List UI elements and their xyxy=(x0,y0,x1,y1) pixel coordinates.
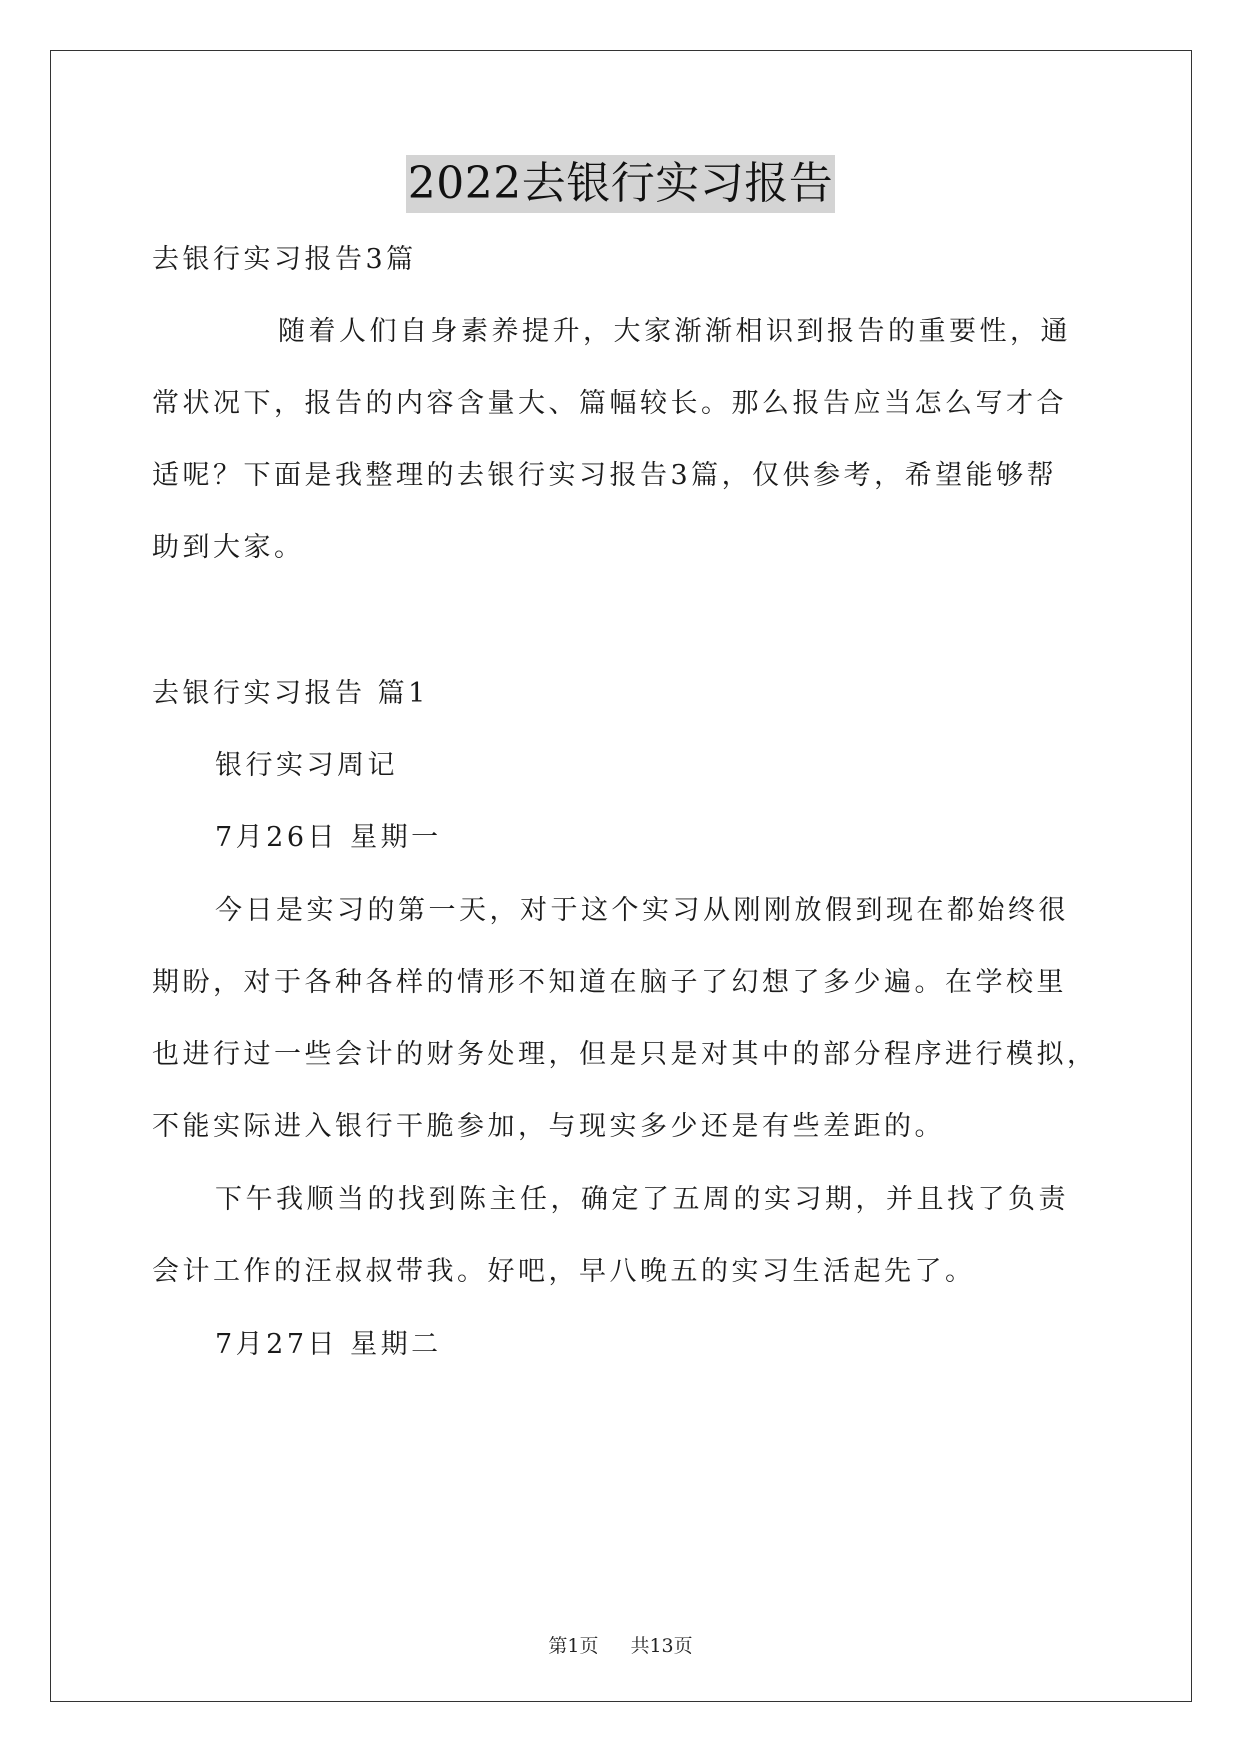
paragraph-line: 也进行过一些会计的财务处理，但是只是对其中的部分程序进行模拟， xyxy=(152,1039,1098,1070)
paragraph-line: 会计工作的汪叔叔带我。好吧，早八晚五的实习生活起先了。 xyxy=(152,1256,976,1287)
paragraph-line: 期盼，对于各种各样的情形不知道在脑子了幻想了多少遍。在学校里 xyxy=(152,967,1067,998)
paragraph-line: 今日是实习的第一天，对于这个实习从刚刚放假到现在都始终很 xyxy=(215,895,1069,926)
intro-line: 适呢？下面是我整理的去银行实习报告3篇，仅供参考，希望能够帮 xyxy=(152,460,1058,491)
section-heading: 去银行实习报告 篇1 xyxy=(152,678,429,709)
intro-line: 随着人们自身素养提升，大家渐渐相识到报告的重要性，通 xyxy=(278,316,1071,347)
page-footer xyxy=(0,1634,1241,1658)
page-border xyxy=(50,50,1192,1702)
page-total: 共13页 xyxy=(630,1635,693,1657)
document-title: 2022去银行实习报告 xyxy=(406,155,835,213)
page-number: 第1页 xyxy=(548,1635,599,1657)
paragraph-line: 不能实际进入银行干脆参加，与现实多少还是有些差距的。 xyxy=(152,1111,945,1142)
paragraph-line: 下午我顺当的找到陈主任，确定了五周的实习期，并且找了负责 xyxy=(215,1184,1069,1215)
document-subtitle: 去银行实习报告3篇 xyxy=(152,244,417,275)
intro-line: 常状况下，报告的内容含量大、篇幅较长。那么报告应当怎么写才合 xyxy=(152,388,1067,419)
section-subtitle: 银行实习周记 xyxy=(215,750,398,781)
title-container xyxy=(0,155,1241,213)
intro-line: 助到大家。 xyxy=(152,532,305,563)
date-heading: 7月27日 星期二 xyxy=(215,1329,442,1360)
date-heading: 7月26日 星期一 xyxy=(215,822,442,853)
